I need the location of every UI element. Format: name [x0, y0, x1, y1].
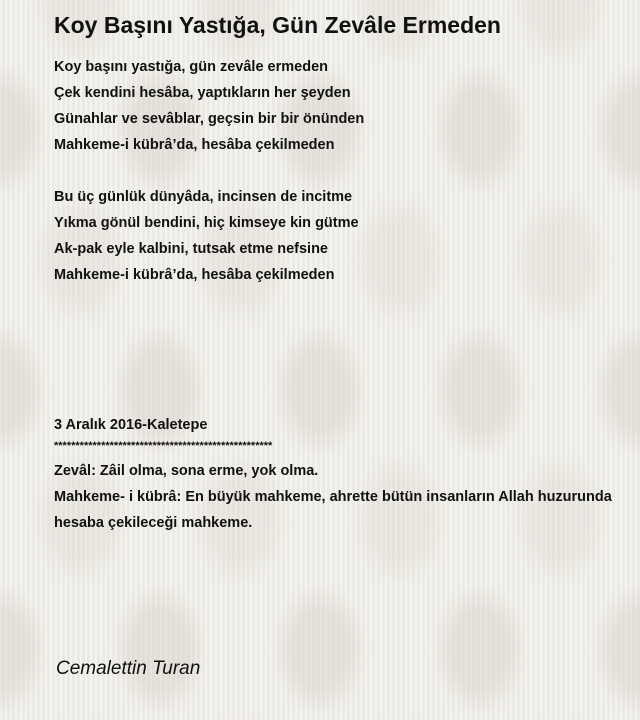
author-name[interactable]: Cemalettin Turan	[56, 658, 201, 679]
poem-line: Günahlar ve sevâblar, geçsin bir bir önünden	[54, 111, 365, 127]
date-place: 3 Aralık 2016-Kaletepe	[54, 417, 208, 433]
poem-line: Ak-pak eyle kalbini, tutsak etme nefsine	[54, 241, 328, 257]
poem-title: Koy Başını Yastığa, Gün Zevâle Ermeden	[54, 12, 501, 38]
poem-line: Bu üç günlük dünyâda, incinsen de incitme	[54, 189, 353, 205]
footnote-mahkeme: Mahkeme- i kübrâ: En büyük mahkeme, ahrette bütün insanların Allah huzurunda hesaba çekileceği mahkeme.	[54, 489, 612, 531]
poem-body	[54, 54, 614, 288]
poem-line: Çek kendini hesâba, yaptıkların her şeyden	[54, 85, 351, 101]
poem-line: Yıkma gönül bendini, hiç kimseye kin gütme	[54, 215, 359, 231]
stanza-gap	[54, 158, 614, 184]
poem-line: Koy başını yastığa, gün zevâle ermeden	[54, 59, 328, 75]
separator: ***************************************************	[54, 440, 273, 452]
poem-line: Mahkeme-i kübrâ’da, hesâba çekilmeden	[54, 137, 335, 153]
footnote-zeval: Zevâl: Zâil olma, sona erme, yok olma.	[54, 463, 319, 479]
poem-line: Mahkeme-i kübrâ’da, hesâba çekilmeden	[54, 267, 335, 283]
poem-footer	[54, 412, 614, 536]
